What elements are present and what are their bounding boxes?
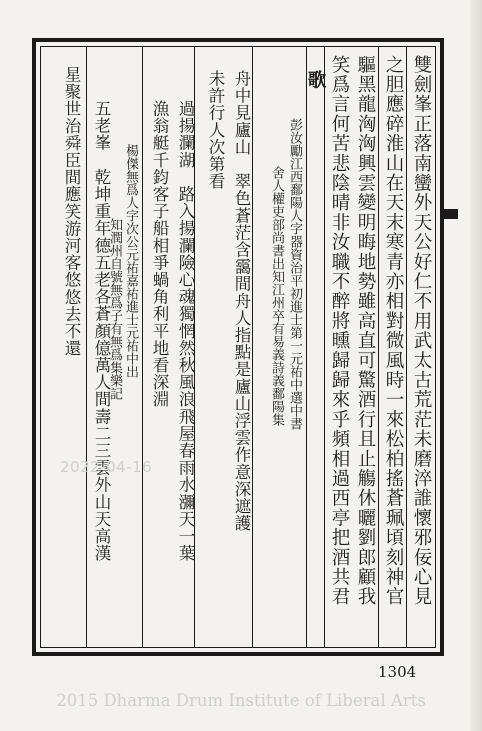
margin-tab (444, 209, 458, 219)
text-column-3: 驅黑龍洶洶興雲變明晦地勢雖高直可驚酒行且止觴休曬劉郎顧我 (355, 55, 376, 607)
author-note-line-4: 知潤州自號無爲子有無爲集樂記 (107, 218, 122, 400)
text-column-11: 漁翁艇千鈞客子船相爭蝸角利平地看深淵 (150, 100, 169, 408)
watermark: 2015 Dharma Drum Institute of Liberal Arts (56, 691, 426, 710)
column-rule (86, 46, 87, 648)
text-column-1: 雙劍峯正落南蠻外天公好仁不用武太古荒茫未磨淬誰懷邪佞心見 (411, 55, 432, 607)
text-column-8: 舟中見廬山 翠色蒼茫含靄間舟人指點是廬山浮雲作意深遮護 (232, 70, 251, 532)
text-column-15: 星聚世治舜臣間應笑游河客悠悠去不還 (62, 66, 81, 357)
column-rule (324, 46, 325, 648)
page-number: 1304 (378, 663, 417, 681)
author-note-line-1: 彭汝勵江西鄱陽人字器資治平初進士第一元祐中選中書 (287, 118, 302, 430)
text-column-4: 笑爲言何苦悲陰晴非汝職不醉將曛歸歸來乎頻相過西亭把酒共君 (329, 55, 350, 607)
date-stamp: 2022-04-16 (60, 458, 153, 476)
author-note-line-2: 舍人權吏部尚書出知江州卒有易義詩義鄱陽集 (269, 166, 284, 426)
text-column-9: 未許行人次第看 (206, 70, 225, 190)
page-edge (470, 0, 482, 731)
text-column-10: 過揚瀾湖 路入揚瀾險心魂獨惘然秋風浪飛屋春雨水瀰天一葉 (176, 100, 195, 562)
text-column-14: 五老峯 乾坤重年德五老各蒼顏億萬人間壽二三雲外山天高漢 (92, 100, 111, 562)
text-column-2: 之胆應碎淮山在天末寒青亦相對微風時一來松柏搖蒼珮頃刻神官 (383, 55, 404, 607)
text-column-5-heading: 歌 (305, 70, 326, 90)
author-note-line-3: 楊傑無爲人字次公元祐嘉祐進士元祐中出 (123, 144, 138, 378)
